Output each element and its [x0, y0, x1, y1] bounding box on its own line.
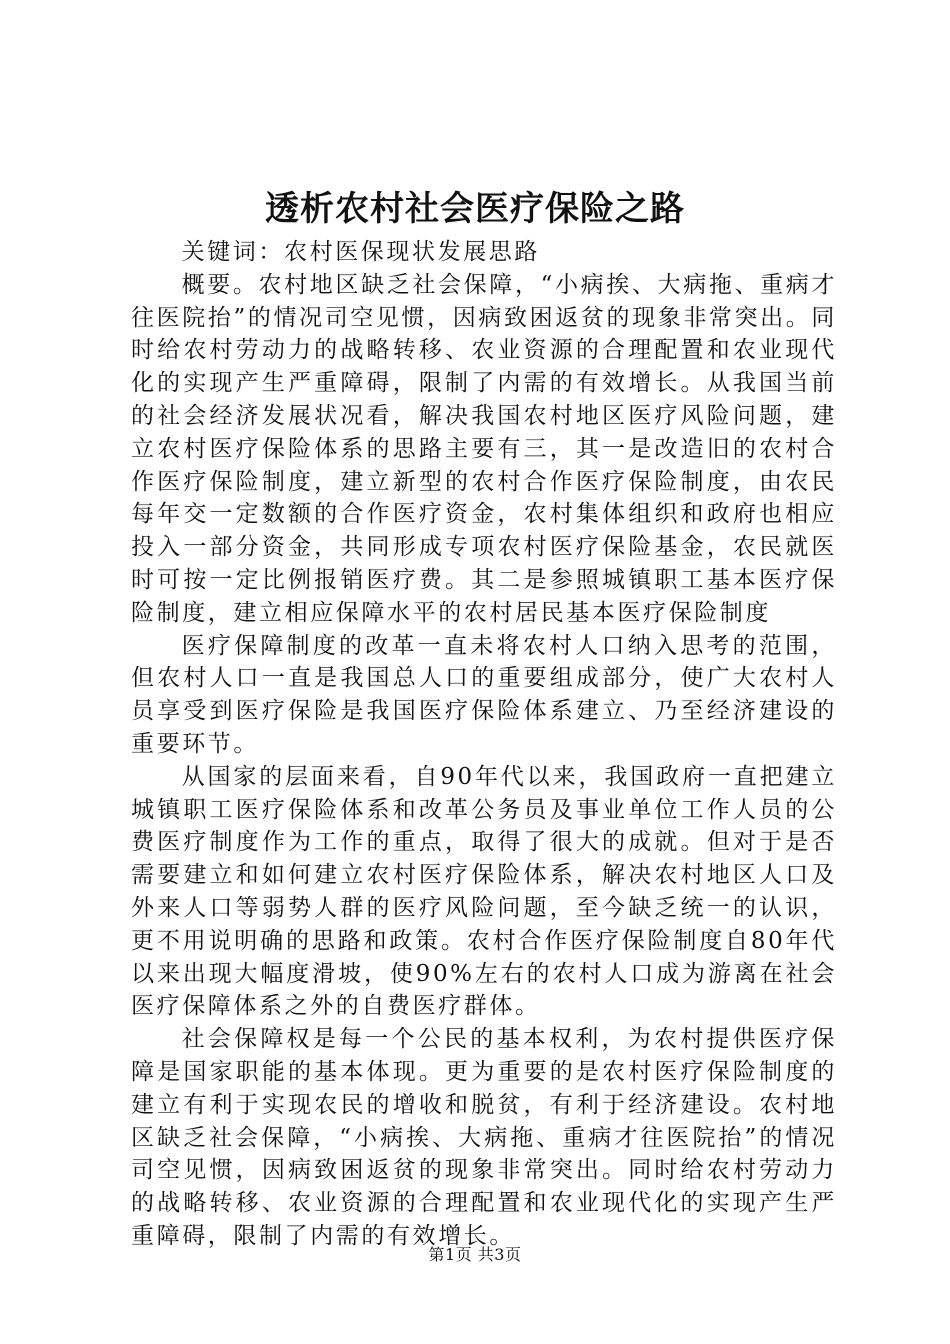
keywords-line: 关键词：农村医保现状发展思路	[181, 239, 540, 265]
page-footer: 第1页 共3页	[428, 1245, 522, 1264]
document-title: 透析农村社会医疗保险之路	[265, 189, 685, 229]
document-body	[131, 236, 837, 1253]
paragraph-summary: 概要。农村地区缺乏社会保障，“小病挨、大病拖、重病才往医院抬”的情况司空见惯，因病致困返贫的现象非常突出。同时给农村劳动力的战略转移、农业资源的合理配置和农业现代化的实现产生严重障碍，限制了内需的有效增长。从我国当前的社会经济发展状况看，解决我国农村地区医疗风险问题，建立农村医疗保险体系的思路主要有三，其一是改造旧的农村合作医疗保险制度，建立新型的农村合作医疗保险制度，由农民每年交一定数额的合作医疗资金，农村集体组织和政府也相应投入一部分资金，共同形成专项农村医疗保险基金，农民就医时可按一定比例报销医疗费。其二是参照城镇职工基本医疗保险制度，建立相应保障水平的农村居民基本医疗保险制度	[131, 271, 837, 626]
paragraph-reform: 医疗保障制度的改革一直未将农村人口纳入思考的范围，但农村人口一直是我国总人口的重要组成部分，使广大农村人员享受到医疗保险是我国医疗保险体系建立、乃至经济建设的重要环节。	[131, 632, 837, 757]
paragraph-national-level: 从国家的层面来看，自90年代以来，我国政府一直把建立城镇职工医疗保险体系和改革公务员及事业单位工作人员的公费医疗制度作为工作的重点，取得了很大的成就。但对于是否需要建立和如何建立农村医疗保险体系，解决农村地区人口及外来人口等弱势人群的医疗风险问题，至今缺乏统一的认识，更不用说明确的思路和政策。农村合作医疗保险制度自80年代以来出现大幅度滑坡，使90%左右的农村人口成为游离在社会医疗保障体系之外的自费医疗群体。	[131, 763, 837, 1020]
paragraph-social-security: 社会保障权是每一个公民的基本权利，为农村提供医疗保障是国家职能的基本体现。更为重要的是农村医疗保险制度的建立有利于实现农民的增收和脱贫，有利于经济建设。农村地区缺乏社会保障，“小病挨、大病拖、重病才往医院抬”的情况司空见惯，因病致困返贫的现象非常突出。同时给农村劳动力的战略转移、农业资源的合理配置和农业现代化的实现产生严重障碍，限制了内需的有效增长。	[131, 1026, 837, 1249]
